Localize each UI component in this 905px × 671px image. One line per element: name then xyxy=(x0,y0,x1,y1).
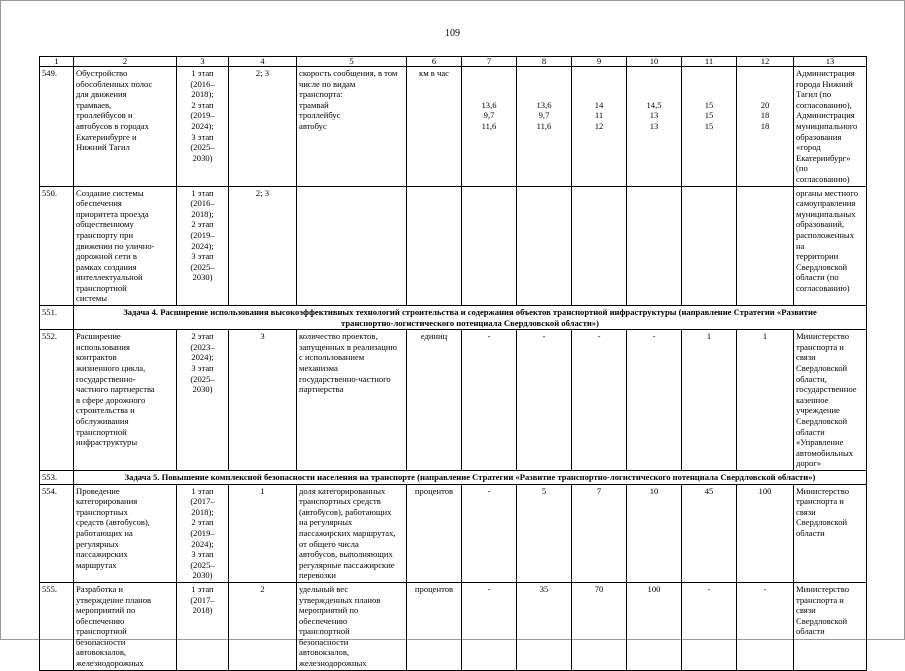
responsible: органы местного самоуправления муниципальных образований, расположенных на территории Свердловской области (по согласованию) xyxy=(794,186,867,306)
value-col-9 xyxy=(572,186,627,306)
column-header: 9 xyxy=(572,57,627,67)
value-col-10: - xyxy=(627,330,682,471)
value-col-10: 10 xyxy=(627,484,682,582)
column-header: 10 xyxy=(627,57,682,67)
table-row xyxy=(40,330,867,471)
row-number: 553. xyxy=(40,470,74,484)
value-col-11: 45 xyxy=(682,484,737,582)
task-heading: Задача 4. Расширение использования высокоэффективных технологий строительства и содержания объектов транспортной инфраструктуры (направление Стратегии «Развитие транспортно-логистического потенциала Свердловской области») xyxy=(74,306,867,330)
indicator: скорость сообщения, в том числе по видам транспорта: трамвай троллейбус автобус xyxy=(297,67,407,187)
stages: 1 этап (2016– 2018); 2 этап (2019– 2024); 3 этап (2025– 2030) xyxy=(177,67,229,187)
row-number: 552. xyxy=(40,330,74,471)
responsible: Министерство транспорта и связи Свердловской области xyxy=(794,582,867,670)
value-col-12: 1 xyxy=(737,330,794,471)
task-numbers: 2; 3 xyxy=(229,186,297,306)
stages: 1 этап (2017– 2018); 2 этап (2019– 2024); 3 этап (2025– 2030) xyxy=(177,484,229,582)
unit: единиц xyxy=(407,330,462,471)
row-number: 551. xyxy=(40,306,74,330)
column-header: 1 xyxy=(40,57,74,67)
table-body xyxy=(40,57,867,671)
task-section-row xyxy=(40,306,867,330)
row-number: 555. xyxy=(40,582,74,670)
value-col-8 xyxy=(517,186,572,306)
task-numbers: 1 xyxy=(229,484,297,582)
column-header: 13 xyxy=(794,57,867,67)
column-header: 6 xyxy=(407,57,462,67)
column-header: 7 xyxy=(462,57,517,67)
table-row xyxy=(40,484,867,582)
value-col-9: 14 11 12 xyxy=(572,67,627,187)
value-col-11: 15 15 15 xyxy=(682,67,737,187)
responsible: Администрация города Нижний Тагил (по согласованию), Администрация муниципального образования «город Екатеринбург» (по согласованию) xyxy=(794,67,867,187)
measure-name: Расширение использования контрактов жизненного цикла, государственно- частного партнерства в сфере дорожного строительства и обслуживания транспортной инфраструктуры xyxy=(74,330,177,471)
value-col-8: 13,6 9,7 11,6 xyxy=(517,67,572,187)
indicator: доля категорированных транспортных средств (автобусов), работающих на регулярных пассажирских маршрутах, от общего числа автобусов, выполняющих регулярные пассажирские перевозки xyxy=(297,484,407,582)
measure-name: Создание системы обеспечения приоритета проезда общественному транспорту при движении по улично- дорожной сети в рамках создания интеллектуальной транспортной системы xyxy=(74,186,177,306)
value-col-10: 14,5 13 13 xyxy=(627,67,682,187)
column-header: 5 xyxy=(297,57,407,67)
indicator: удельный вес утвержденных планов мероприятий по обеспечению транспортной безопасности автовокзалов, железнодорожных xyxy=(297,582,407,670)
value-col-10 xyxy=(627,186,682,306)
value-col-12: 20 18 18 xyxy=(737,67,794,187)
value-col-7: - xyxy=(462,582,517,670)
responsible: Министерство транспорта и связи Свердловской области, государственное казенное учреждение Свердловской области «Управление автомобильных дорог» xyxy=(794,330,867,471)
indicator: количество проектов, запущенных в реализацию с использованием механизма государственно-частного партнерства xyxy=(297,330,407,471)
value-col-7 xyxy=(462,186,517,306)
value-col-8: 5 xyxy=(517,484,572,582)
responsible: Министерство транспорта и связи Свердловской области xyxy=(794,484,867,582)
value-col-7: 13,6 9,7 11,6 xyxy=(462,67,517,187)
column-header: 8 xyxy=(517,57,572,67)
task-section-row xyxy=(40,470,867,484)
unit: процентов xyxy=(407,484,462,582)
measure-name: Разработка и утверждение планов мероприятий по обеспечению транспортной безопасности автовокзалов, железнодорожных xyxy=(74,582,177,670)
page-number: 109 xyxy=(445,28,460,39)
value-col-11: 1 xyxy=(682,330,737,471)
indicator xyxy=(297,186,407,306)
stages: 2 этап (2023– 2024); 3 этап (2025– 2030) xyxy=(177,330,229,471)
value-col-12 xyxy=(737,186,794,306)
table-row xyxy=(40,582,867,670)
header-row xyxy=(40,57,867,67)
value-col-12: 100 xyxy=(737,484,794,582)
task-numbers: 3 xyxy=(229,330,297,471)
value-col-10: 100 xyxy=(627,582,682,670)
value-col-8: 35 xyxy=(517,582,572,670)
task-numbers: 2; 3 xyxy=(229,67,297,187)
value-col-9: 70 xyxy=(572,582,627,670)
value-col-9: - xyxy=(572,330,627,471)
value-col-12: - xyxy=(737,582,794,670)
value-col-8: - xyxy=(517,330,572,471)
unit: процентов xyxy=(407,582,462,670)
value-col-11: - xyxy=(682,582,737,670)
row-number: 554. xyxy=(40,484,74,582)
table-row xyxy=(40,186,867,306)
row-number: 550. xyxy=(40,186,74,306)
measure-name: Проведение категорирования транспортных средств (автобусов), работающих на регулярных пассажирских маршрутах xyxy=(74,484,177,582)
column-header: 2 xyxy=(74,57,177,67)
unit xyxy=(407,186,462,306)
value-col-7: - xyxy=(462,484,517,582)
task-heading: Задача 5. Повышение комплексной безопасности населения на транспорте (направление Стратегии «Развитие транспортно-логистического потенциала Свердловской области») xyxy=(74,470,867,484)
value-col-7: - xyxy=(462,330,517,471)
table-row xyxy=(40,67,867,187)
measure-name: Обустройство обособленных полос для движения трамваев, троллейбусов и автобусов в городах Екатеринбурге и Нижний Тагил xyxy=(74,67,177,187)
column-header: 3 xyxy=(177,57,229,67)
stages: 1 этап (2016– 2018); 2 этап (2019– 2024); 3 этап (2025– 2030) xyxy=(177,186,229,306)
unit: км в час xyxy=(407,67,462,187)
column-header: 4 xyxy=(229,57,297,67)
value-col-9: 7 xyxy=(572,484,627,582)
program-table xyxy=(39,56,867,671)
row-number: 549. xyxy=(40,67,74,187)
column-header: 12 xyxy=(737,57,794,67)
stages: 1 этап (2017– 2018) xyxy=(177,582,229,670)
task-numbers: 2 xyxy=(229,582,297,670)
column-header: 11 xyxy=(682,57,737,67)
value-col-11 xyxy=(682,186,737,306)
